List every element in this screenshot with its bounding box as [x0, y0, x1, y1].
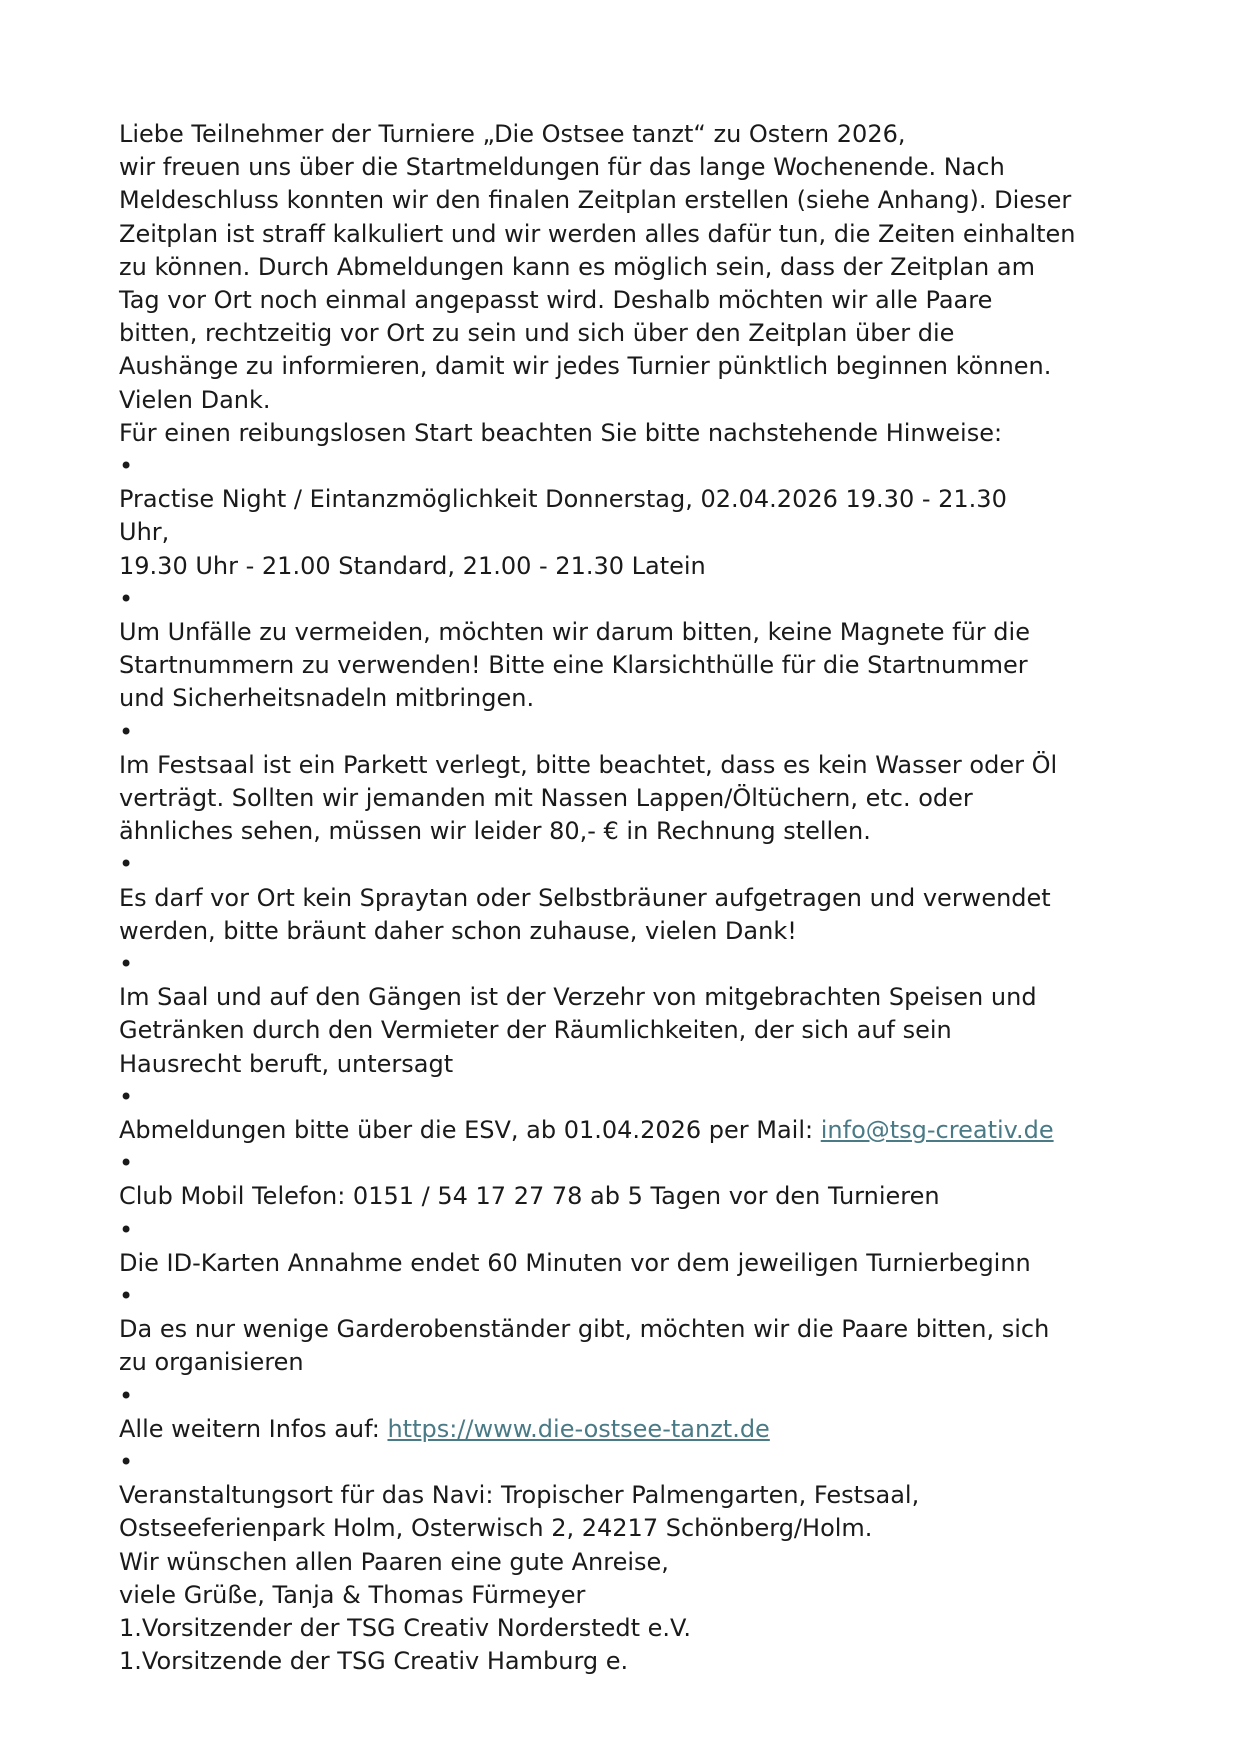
intro-line-hints-heading: Für einen reibungslosen Start beachten Sie bitte nachstehende Hinweise:	[119, 418, 1003, 447]
list-item	[119, 1081, 1129, 1147]
list-item-text: Im Saal und auf den Gängen ist der Verzehr von mitgebrachten Speisen und	[119, 983, 1037, 1012]
hint-list	[119, 450, 1129, 1546]
list-item-text: verträgt. Sollten wir jemanden mit Nassen Lappen/Öltüchern, etc. oder	[119, 784, 973, 813]
list-item-text: werden, bitte bräunt daher schon zuhause, vielen Dank!	[119, 916, 797, 945]
bullet-icon: •	[119, 717, 134, 746]
list-item-text: und Sicherheitsnadeln mitbringen.	[119, 684, 535, 713]
list-item-text: Es darf vor Ort kein Spraytan oder Selbstbräuner aufgetragen und verwendet	[119, 883, 1051, 912]
list-item-text: ähnliches sehen, müssen wir leider 80,- € in Rechnung stellen.	[119, 817, 871, 846]
closing-paragraph	[119, 1546, 1129, 1679]
list-item	[119, 848, 1129, 948]
intro-line: wir freuen uns über die Startmeldungen für das lange Wochenende. Nach	[119, 153, 1005, 182]
list-item-text: Abmeldungen bitte über die ESV, ab 01.04.2026 per Mail:	[119, 1116, 821, 1144]
bullet-icon: •	[119, 1381, 134, 1410]
list-item	[119, 1147, 1129, 1213]
signature-line: viele Grüße, Tanja & Thomas Fürmeyer	[119, 1580, 586, 1609]
list-item-text: Startnummern zu verwenden! Bitte eine Klarsichthülle für die Startnummer	[119, 651, 1028, 680]
list-item-text: Getränken durch den Vermieter der Räumlichkeiten, der sich auf sein	[119, 1016, 952, 1045]
list-item-text: zu organisieren	[119, 1348, 304, 1377]
list-item-text: Alle weitern Infos auf:	[119, 1414, 388, 1443]
intro-line: Tag vor Ort noch einmal angepasst wird. Deshalb möchten wir alle Paare	[119, 286, 993, 315]
bullet-icon: •	[119, 1447, 134, 1476]
signature-title: 1.Vorsitzende der TSG Creativ Hamburg e.	[119, 1647, 629, 1676]
list-item-text: Im Festsaal ist ein Parkett verlegt, bitte beachtet, dass es kein Wasser oder Öl	[119, 750, 1058, 779]
list-item	[119, 1446, 1129, 1546]
email-link[interactable]: info@tsg-creativ.de	[820, 1116, 1054, 1144]
list-item-text: 19.30 Uhr - 21.00 Standard, 21.00 - 21.30 Latein	[119, 551, 706, 580]
intro-paragraph	[119, 118, 1129, 450]
signature-title: 1.Vorsitzender der TSG Creativ Norderstedt e.V.	[119, 1613, 692, 1642]
intro-line: zu können. Durch Abmeldungen kann es möglich sein, dass der Zeitplan am	[119, 252, 1035, 281]
bullet-icon: •	[119, 452, 134, 481]
bullet-icon: •	[119, 950, 134, 979]
list-item-line	[119, 1114, 1129, 1147]
bullet-icon: •	[119, 1281, 134, 1310]
list-item	[119, 1280, 1129, 1380]
bullet-icon: •	[119, 1082, 134, 1111]
bullet-icon: •	[119, 1149, 134, 1178]
list-item-text: Uhr,	[119, 518, 170, 547]
list-item-text: Um Unfälle zu vermeiden, möchten wir darum bitten, keine Magnete für die	[119, 618, 1030, 647]
bullet-icon: •	[119, 850, 134, 879]
list-item-text: Die ID-Karten Annahme endet 60 Minuten vor dem jeweiligen Turnierbeginn	[119, 1248, 1031, 1277]
list-item	[119, 948, 1129, 1081]
intro-line: Aushänge zu informieren, damit wir jedes Turnier pünktlich beginnen können.	[119, 352, 1052, 381]
list-item	[119, 716, 1129, 849]
list-item-text: Practise Night / Eintanzmöglichkeit Donnerstag, 02.04.2026 19.30 - 21.30	[119, 485, 1007, 514]
intro-line: bitten, rechtzeitig vor Ort zu sein und sich über den Zeitplan über die	[119, 319, 955, 348]
bullet-icon: •	[119, 1215, 134, 1244]
list-item-text: Veranstaltungsort für das Navi: Tropischer Palmengarten, Festsaal,	[119, 1481, 920, 1510]
website-link[interactable]: https://www.die-ostsee-tanzt.de	[387, 1414, 770, 1443]
list-item-text: Da es nur wenige Garderobenständer gibt, möchten wir die Paare bitten, sich	[119, 1315, 1050, 1344]
closing-line: Wir wünschen allen Paaren eine gute Anreise,	[119, 1547, 669, 1576]
list-item	[119, 450, 1129, 583]
intro-line: Zeitplan ist straff kalkuliert und wir werden alles dafür tun, die Zeiten einhalten	[119, 219, 1076, 248]
bullet-icon: •	[119, 584, 134, 613]
letter-body	[119, 118, 1129, 1678]
list-item-text: Ostseeferienpark Holm, Osterwisch 2, 24217 Schönberg/Holm.	[119, 1514, 873, 1543]
intro-line-greeting: Liebe Teilnehmer der Turniere „Die Ostsee tanzt“ zu Ostern 2026,	[119, 120, 906, 148]
list-item	[119, 583, 1129, 716]
intro-line: Meldeschluss konnten wir den finalen Zeitplan erstellen (siehe Anhang). Dieser	[119, 186, 1072, 215]
list-item	[119, 1214, 1129, 1280]
intro-line: Vielen Dank.	[119, 385, 271, 414]
list-item-text: Hausrecht beruft, untersagt	[119, 1049, 454, 1078]
list-item-text: Club Mobil Telefon: 0151 / 54 17 27 78 ab 5 Tagen vor den Turnieren	[119, 1182, 940, 1211]
list-item	[119, 1380, 1129, 1446]
list-item-line	[119, 1413, 1129, 1446]
